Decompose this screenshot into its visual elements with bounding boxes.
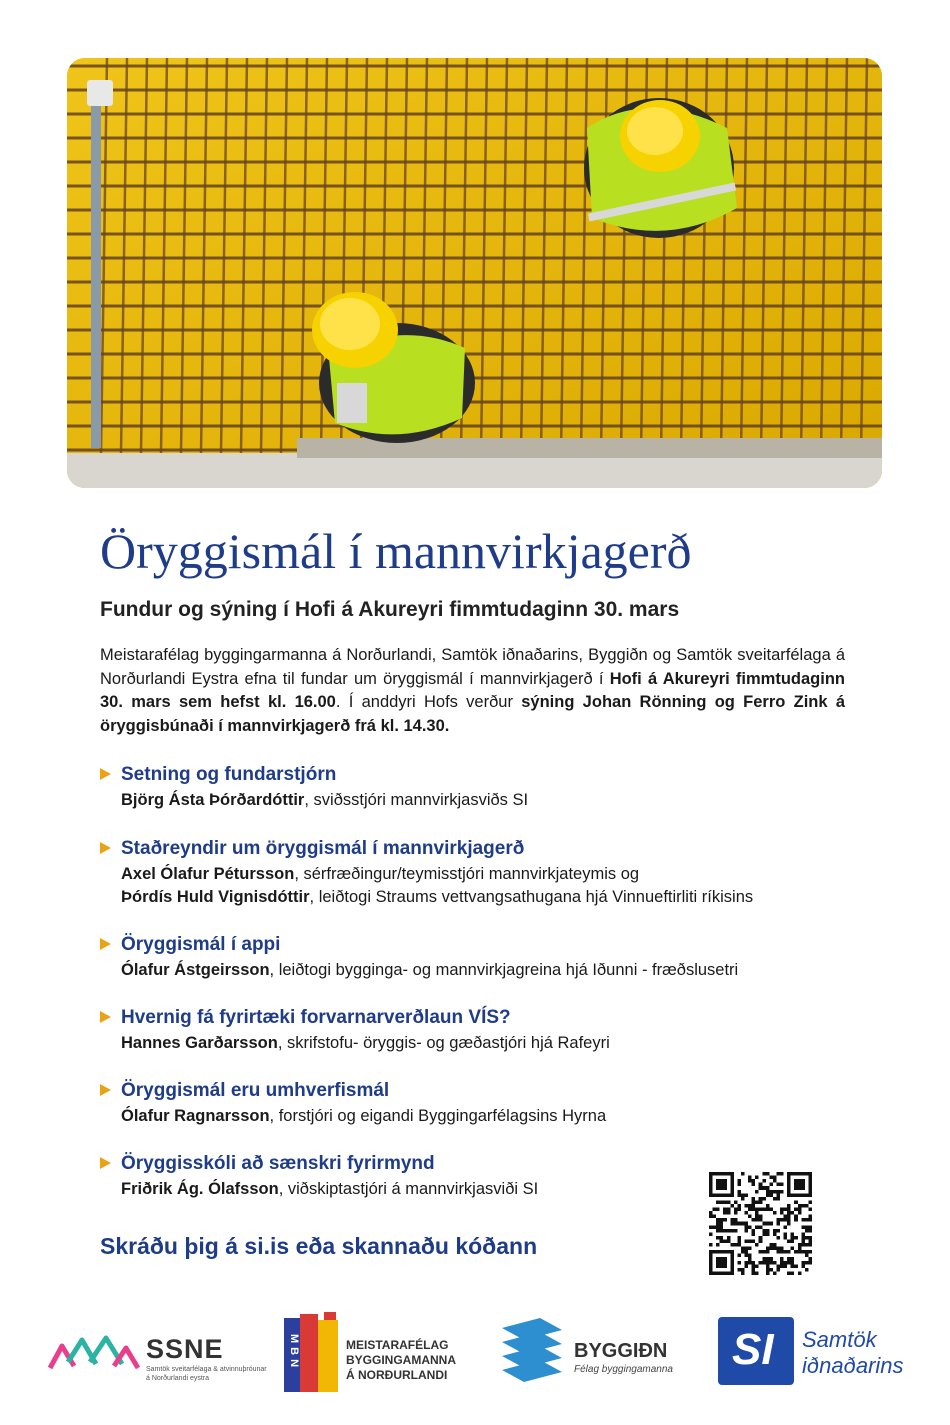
ssne-mountains-icon — [48, 1332, 140, 1372]
ssne-logo — [48, 1330, 267, 1390]
agenda-speaker — [121, 1034, 610, 1053]
byggidn-stripes-icon — [500, 1316, 564, 1386]
mbn-mark: MBN — [288, 1334, 300, 1372]
qr-code-icon[interactable] — [709, 1172, 812, 1275]
triangle-right-icon — [100, 1011, 111, 1023]
speaker-name: Hannes Garðarsson — [121, 1034, 278, 1052]
intro-bold-1: Hofi á Akureyri fimmtudaginn 30. mars sem hefst kl. 16.00 — [100, 669, 845, 711]
agenda-speaker — [121, 791, 528, 810]
ssne-name: SSNE — [146, 1334, 224, 1364]
agenda-speaker — [121, 1107, 606, 1126]
speaker-role: , leiðtogi Straums vettvangsathugana hjá Vinnueftirliti ríkisins — [309, 888, 754, 906]
page-subtitle: Fundur og sýning í Hofi á Akureyri fimmtudaginn 30. mars — [100, 598, 680, 621]
speaker-role: , sérfræðingur/teymisstjóri mannvirkjateymis og — [294, 865, 640, 883]
mbn-line-2: BYGGINGAMANNA — [346, 1353, 456, 1367]
agenda-heading: Öryggisskóli að sænskri fyrirmynd — [121, 1153, 435, 1174]
triangle-right-icon — [100, 1157, 111, 1169]
speaker-name: Björg Ásta Þórðardóttir — [121, 791, 305, 809]
triangle-right-icon — [100, 768, 111, 780]
agenda-heading: Setning og fundarstjórn — [121, 764, 337, 785]
speaker-role: , skrifstofu- öryggis- og gæðastjóri hjá Rafeyri — [277, 1034, 610, 1052]
speaker-name: Þórdís Huld Vignisdóttir — [121, 888, 310, 906]
byggidn-logo — [500, 1316, 680, 1392]
intro-bold-2: sýning Johan Rönning og Ferro Zink á öryggisbúnaði í mannvirkjagerð frá kl. 14.30. — [100, 693, 845, 735]
agenda-speaker — [121, 961, 738, 980]
speaker-role: , leiðtogi bygginga- og mannvirkjagreina hjá Iðunni - fræðslusetri — [269, 961, 739, 979]
speaker-role: , forstjóri og eigandi Byggingarfélagsins Hyrna — [269, 1107, 607, 1125]
header-photo — [67, 58, 882, 488]
agenda-heading: Hvernig fá fyrirtæki forvarnarverðlaun VÍS? — [121, 1007, 511, 1028]
si-line-1: Samtök — [802, 1327, 877, 1352]
triangle-right-icon — [100, 842, 111, 854]
page-title: Öryggismál í mannvirkjagerð — [100, 523, 692, 579]
si-mark: SI — [732, 1325, 774, 1374]
agenda-heading: Öryggismál eru umhverfismál — [121, 1080, 390, 1101]
speaker-role: , sviðsstjóri mannvirkjasviðs SI — [304, 791, 529, 809]
byggidn-name: BYGGIÐN — [574, 1340, 668, 1362]
ssne-subtitle-1: Samtök sveitarfélaga & atvinnuþróunar — [146, 1366, 267, 1373]
triangle-right-icon — [100, 1084, 111, 1096]
intro-text-1: Meistarafélag byggingarmanna á Norðurlandi, Samtök iðnaðarins, Byggiðn og Samtök sveitarfélaga á Norðurlandi Eystra efna til fundar um öryggismál í mannvirkjagerð í — [100, 646, 845, 688]
agenda-heading: Staðreyndir um öryggismál í mannvirkjagerð — [121, 838, 525, 859]
registration-cta: Skráðu þig á si.is eða skannaðu kóðann — [100, 1233, 538, 1259]
ssne-subtitle-2: á Norðurlandi eystra — [146, 1375, 210, 1382]
construction-photo-illustration — [67, 58, 882, 488]
mbn-line-3: Á NORÐURLANDI — [346, 1368, 448, 1382]
si-line-2: iðnaðarins — [802, 1353, 904, 1378]
agenda-speaker — [121, 888, 753, 907]
speaker-name: Friðrik Ág. Ólafsson — [121, 1180, 279, 1198]
speaker-name: Axel Ólafur Pétursson — [121, 865, 295, 883]
agenda-heading: Öryggismál í appi — [121, 934, 281, 955]
intro-text-2: . Í anddyri Hofs verður — [335, 693, 522, 711]
intro-paragraph — [100, 644, 845, 738]
si-logo — [718, 1317, 918, 1389]
byggidn-subtitle: Félag byggingamanna — [574, 1364, 673, 1375]
speaker-name: Ólafur Ragnarsson — [121, 1107, 270, 1125]
mbn-logo — [284, 1312, 464, 1396]
speaker-role: , viðskiptastjóri á mannvirkjasviði SI — [278, 1180, 539, 1198]
agenda-speaker — [121, 1180, 538, 1199]
agenda-speaker — [121, 865, 639, 884]
mbn-line-1: MEISTARAFÉLAG — [346, 1338, 449, 1352]
speaker-name: Ólafur Ástgeirsson — [121, 961, 270, 979]
triangle-right-icon — [100, 938, 111, 950]
